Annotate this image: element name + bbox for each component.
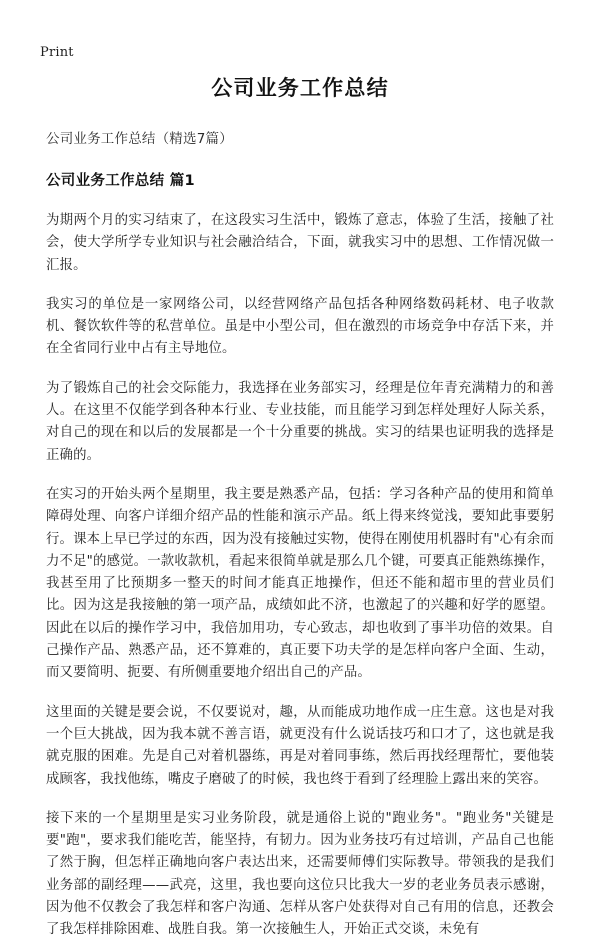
section-heading: 公司业务工作总结 篇1 (46, 173, 195, 189)
document-body (46, 74, 554, 942)
body-paragraph: 为期两个月的实习结束了，在这段实习生活中，锻炼了意志，体验了生活，接触了社会，使大学所学专业知识与社会融洽结合，下面，就我实习中的思想、工作情况做一汇报。 (46, 213, 554, 273)
body-paragraph: 接下来的一个星期里是实习业务阶段，就是通俗上说的"跑业务"。"跑业务"关键是要"跑"，要求我们能吃苦，能坚持，有韧力。因为业务技巧有过培训，产品自己也能了然于胸，但怎样正确地向客户表达出来，还需要师傅们实际教导。带领我的是我们业务部的副经理——武亮，这里，我也要向这位只比我大一岁的老业务员表示感谢，因为他不仅教会了我怎样和客户沟通、怎样从客户处获得对自己有用的信息，还教会了我怎样排除困难、战胜自我。第一次接触生人，开始正式交谈，未免有 (46, 810, 554, 938)
document-subtitle: 公司业务工作总结（精选7篇） (46, 131, 233, 147)
body-paragraph: 为了锻炼自己的社会交际能力，我选择在业务部实习，经理是位年青充满精力的和善人。在这里不仅能学到各种本行业、专业技能，而且能学习到怎样处理好人际关系，对自己的现在和以后的发展都是一个十分重要的挑战。实习的结果也证明我的选择是正确的。 (46, 380, 554, 463)
page-title: 公司业务工作总结 (211, 76, 389, 100)
print-label[interactable]: Print (40, 45, 74, 60)
body-paragraph: 在实习的开始头两个星期里，我主要是熟悉产品，包括：学习各种产品的使用和简单障碍处理、向客户详细介绍产品的性能和演示产品。纸上得来终觉浅，要知此事要躬行。课本上早已学过的东西，因为没有接触过实物，使得在刚使用机器时有"心有余而力不足"的感觉。一款收款机，看起来很简单就是那么几个键，可要真正能熟练操作，我甚至用了比预期多一整天的时间才能真正地操作，但还不能和超市里的营业员们比。因为这是我接触的第一项产品，成绩如此不济，也激起了的兴趣和好学的愿望。因此在以后的操作学习中，我倍加用功，专心致志，却也收到了事半功倍的效果。自己操作产品、熟悉产品，还不算难的，真正要下功夫学的是怎样向客户全面、生动，而又要简明、扼要、有所侧重要地介绍出自己的产品。 (46, 486, 554, 681)
body-paragraph: 这里面的关键是要会说，不仅要说对，趣，从而能成功地作成一庄生意。这也是对我一个巨大挑战，因为我本就不善言语，就更没有什么说话技巧和口才了，这也就是我就克服的困难。先是自己对着机器练，再是对着同事练，然后再找经理帮忙，要他装成顾客，我找他练，嘴皮子磨破了的时候，我也终于看到了经理脸上露出来的笑容。 (46, 704, 554, 787)
body-paragraph: 我实习的单位是一家网络公司，以经营网络产品包括各种网络数码耗材、电子收款机、餐饮软件等的私营单位。虽是中小型公司，但在激烈的市场竞争中存活下来，并在全省同行业中占有主导地位。 (46, 296, 554, 357)
